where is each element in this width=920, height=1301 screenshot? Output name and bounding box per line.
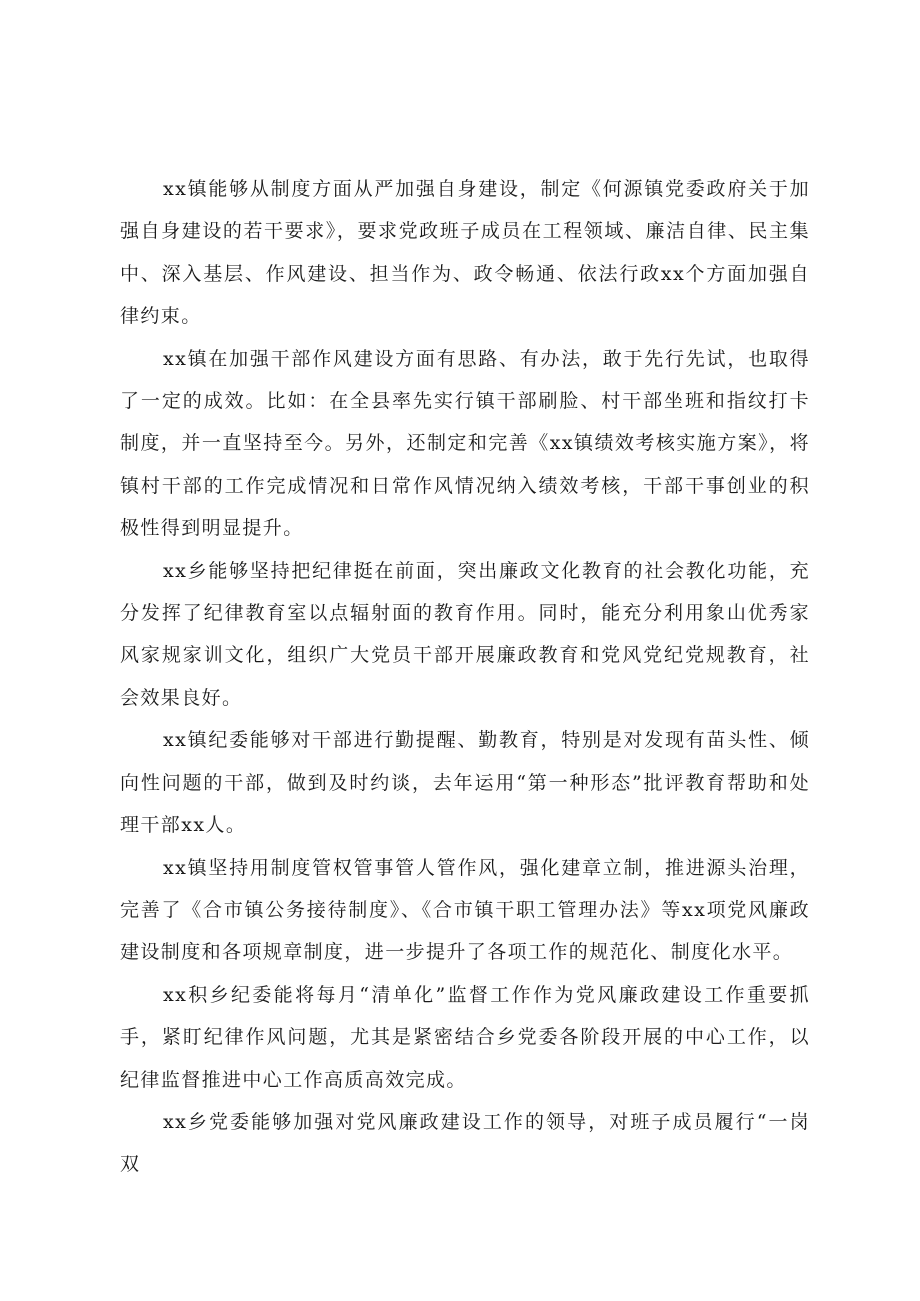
document-body	[120, 168, 810, 1186]
paragraph-6: xx积乡纪委能将每月“清单化”监督工作作为党风廉政建设工作重要抓手，紧盯纪律作风问题，尤其是紧密结合乡党委各阶段开展的中心工作，以纪律监督推进中心工作高质高效完成。	[120, 983, 810, 1091]
paragraph-1: xx镇能够从制度方面从严加强自身建设，制定《何源镇党委政府关于加强自身建设的若干要求》，要求党政班子成员在工程领域、廉洁自律、民主集中、深入基层、作风建设、担当作为、政令畅通、依法行政xx个方面加强自律约束。	[120, 178, 810, 328]
paragraph-5: xx镇坚持用制度管权管事管人管作风，强化建章立制，推进源头治理，完善了《合市镇公务接待制度》、《合市镇干职工管理办法》等xx项党风廉政建设制度和各项规章制度，进一步提升了各项工作的规范化、制度化水平。	[120, 856, 810, 964]
paragraph-3: xx乡能够坚持把纪律挺在前面，突出廉政文化教育的社会教化功能，充分发挥了纪律教育室以点辐射面的教育作用。同时，能充分利用象山优秀家风家规家训文化，组织广大党员干部开展廉政教育和党风党纪党规教育，社会效果良好。	[120, 559, 810, 709]
paragraph-7: xx乡党委能够加强对党风廉政建设工作的领导，对班子成员履行“一岗双	[120, 1110, 810, 1176]
paragraph-2: xx镇在加强干部作风建设方面有思路、有办法，敢于先行先试，也取得了一定的成效。比如：在全县率先实行镇干部刷脸、村干部坐班和指纹打卡制度，并一直坚持至今。另外，还制定和完善《xx镇绩效考核实施方案》，将镇村干部的工作完成情况和日常作风情况纳入绩效考核，干部干事创业的积极性得到明显提升。	[120, 347, 810, 540]
paragraph-4: xx镇纪委能够对干部进行勤提醒、勤教育，特别是对发现有苗头性、倾向性问题的干部，做到及时约谈，去年运用“第一种形态”批评教育帮助和处理干部xx人。	[120, 729, 810, 837]
